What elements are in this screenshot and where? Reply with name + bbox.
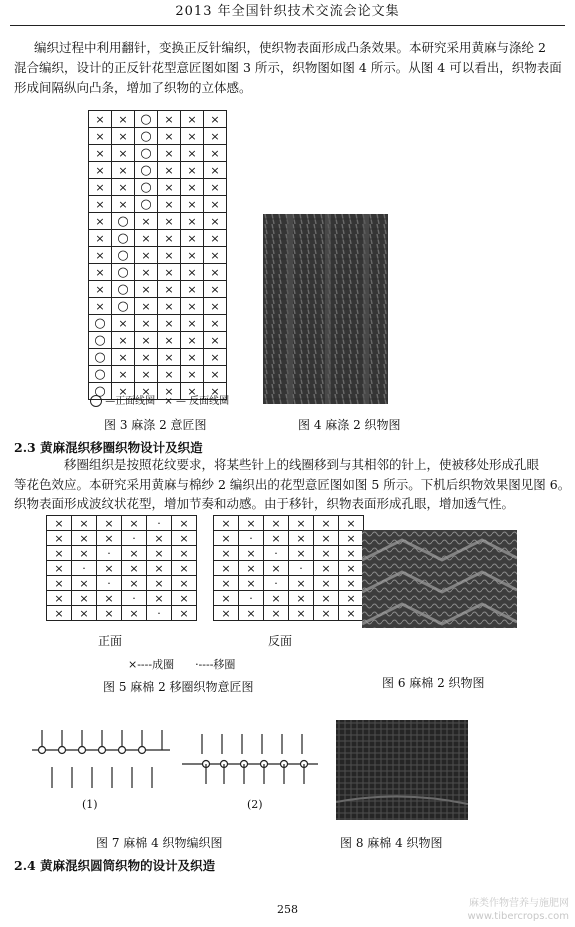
grid-cell: × [314, 591, 339, 606]
grid-cell: × [135, 264, 158, 281]
grid-cell: ○ [112, 230, 135, 247]
grid-cell: × [181, 247, 204, 264]
grid-cell: × [214, 531, 239, 546]
grid-cell: × [89, 196, 112, 213]
grid-cell: × [204, 230, 227, 247]
grid-cell: × [112, 383, 135, 400]
grid-cell: × [239, 606, 264, 621]
grid-cell: × [181, 179, 204, 196]
grid-cell: × [204, 332, 227, 349]
grid-cell: × [181, 230, 204, 247]
fig6-texture [362, 530, 517, 628]
grid-cell: · [239, 591, 264, 606]
section-2-3-line-2: 等花色效应。本研究采用黄麻与棉纱 2 编织出的花型意匠图如图 5 所示。下机后织物效果图见图 6。 [14, 477, 571, 492]
grid-cell: × [89, 264, 112, 281]
grid-cell: × [112, 332, 135, 349]
grid-row [47, 516, 197, 531]
grid-cell: × [204, 179, 227, 196]
fig3-legend-back: — 反面线圈 [175, 396, 230, 407]
fig4-caption: 图 4 麻涤 2 织物图 [298, 418, 401, 432]
grid-cell: × [47, 516, 72, 531]
grid-cell: ○ [89, 315, 112, 332]
grid-row [47, 531, 197, 546]
grid-cell: × [112, 179, 135, 196]
fig3-pattern-grid [88, 110, 227, 400]
fig6-caption: 图 6 麻棉 2 织物图 [382, 676, 485, 690]
grid-cell: × [147, 561, 172, 576]
fig8-texture [336, 720, 468, 820]
grid-cell: × [72, 516, 97, 531]
grid-row [214, 546, 364, 561]
fig5-caption: 图 5 麻棉 2 移圈织物意匠图 [103, 680, 254, 694]
grid-cell: × [89, 179, 112, 196]
fig5-legend: ×----成圈 ·----移圈 [128, 658, 236, 671]
grid-cell: × [264, 606, 289, 621]
grid-cell: · [147, 516, 172, 531]
grid-cell: × [339, 546, 364, 561]
grid-cell: × [339, 576, 364, 591]
grid-cell: · [122, 531, 147, 546]
open-circle-symbol [90, 395, 102, 407]
grid-cell: · [264, 546, 289, 561]
grid-cell: × [97, 606, 122, 621]
grid-cell: ○ [135, 145, 158, 162]
grid-cell: × [339, 516, 364, 531]
grid-cell: × [72, 606, 97, 621]
grid-cell: × [147, 591, 172, 606]
grid-cell: × [204, 196, 227, 213]
grid-cell: · [97, 576, 122, 591]
grid-cell: × [158, 128, 181, 145]
grid-cell: × [89, 281, 112, 298]
grid-cell: × [181, 162, 204, 179]
grid-cell: × [314, 531, 339, 546]
grid-row [47, 546, 197, 561]
grid-cell: × [89, 298, 112, 315]
fig4-texture [263, 214, 388, 404]
grid-cell: × [135, 213, 158, 230]
grid-cell: ○ [135, 196, 158, 213]
fig5-front-grid [46, 515, 197, 621]
grid-cell: × [264, 561, 289, 576]
grid-cell: × [339, 561, 364, 576]
grid-cell: · [239, 531, 264, 546]
grid-cell: × [47, 531, 72, 546]
grid-cell: × [122, 546, 147, 561]
grid-cell: · [122, 591, 147, 606]
grid-cell: ○ [135, 111, 158, 128]
grid-cell: × [181, 213, 204, 230]
grid-cell: × [158, 179, 181, 196]
grid-cell: × [72, 576, 97, 591]
watermark-line-2: www.tibercrops.com [467, 911, 569, 922]
grid-cell: × [147, 531, 172, 546]
grid-cell: × [89, 111, 112, 128]
grid-row [47, 591, 197, 606]
fig5-back-grid [213, 515, 364, 621]
grid-cell: × [181, 383, 204, 400]
grid-cell: · [264, 576, 289, 591]
grid-cell: ○ [89, 383, 112, 400]
grid-cell: ○ [112, 264, 135, 281]
grid-cell: × [204, 264, 227, 281]
fig3-caption: 图 3 麻涤 2 意匠图 [104, 418, 207, 432]
grid-cell: × [135, 281, 158, 298]
grid-cell: × [339, 591, 364, 606]
grid-row [214, 531, 364, 546]
grid-cell: × [135, 366, 158, 383]
grid-cell: ○ [135, 162, 158, 179]
grid-cell: × [314, 576, 339, 591]
grid-cell: × [158, 247, 181, 264]
grid-cell: × [181, 264, 204, 281]
grid-cell: × [158, 281, 181, 298]
fig8-fabric-photo [336, 720, 468, 820]
grid-cell: × [239, 561, 264, 576]
grid-cell: × [47, 591, 72, 606]
grid-cell: × [97, 516, 122, 531]
intro-line-1: 编织过程中利用翻针，变换正反针编织，使织物表面形成凸条效果。本研究采用黄麻与涤纶 2 [34, 40, 546, 55]
grid-cell: × [147, 576, 172, 591]
section-2-3-line-3: 织物表面形成波纹状花型，增加节奏和动感。由于移针，织物表面形成孔眼，增加透气性。 [14, 496, 515, 511]
grid-cell: × [72, 546, 97, 561]
grid-row [89, 247, 227, 264]
grid-cell: × [112, 162, 135, 179]
grid-cell: × [112, 196, 135, 213]
intro-line-2: 混合编织，设计的正反针花型意匠图如图 3 所示，织物图如图 4 所示。从图 4 可以看出，织物表面 [14, 60, 562, 75]
grid-cell: × [158, 366, 181, 383]
grid-row [89, 128, 227, 145]
grid-row [89, 196, 227, 213]
grid-cell: × [172, 591, 197, 606]
grid-cell: · [289, 561, 314, 576]
grid-cell: ○ [112, 281, 135, 298]
grid-row [47, 576, 197, 591]
grid-cell: × [204, 213, 227, 230]
intro-line-3: 形成间隔纵向凸条，增加了织物的立体感。 [14, 80, 252, 95]
grid-row [89, 298, 227, 315]
grid-cell: × [47, 546, 72, 561]
grid-row [89, 349, 227, 366]
grid-cell: × [158, 264, 181, 281]
grid-row [89, 213, 227, 230]
grid-cell: × [47, 606, 72, 621]
grid-row [89, 315, 227, 332]
grid-cell: × [72, 591, 97, 606]
grid-cell: × [135, 230, 158, 247]
grid-row [214, 561, 364, 576]
grid-cell: × [158, 196, 181, 213]
page-number: 258 [277, 903, 298, 916]
grid-cell: × [112, 349, 135, 366]
fig7-label-1: (1) [82, 798, 98, 811]
grid-cell: × [158, 230, 181, 247]
fig3-legend-front: —正面线圈 [105, 396, 156, 407]
grid-cell: × [172, 546, 197, 561]
grid-cell: × [181, 281, 204, 298]
grid-cell: × [204, 162, 227, 179]
grid-cell: × [204, 315, 227, 332]
grid-row [89, 230, 227, 247]
section-2-3-line-1: 移圈组织是按照花纹要求，将某些针上的线圈移到与其相邻的针上，使被移处形成孔眼 [64, 457, 540, 472]
grid-cell: × [122, 561, 147, 576]
fig5-front-label: 正面 [98, 634, 123, 648]
grid-cell: × [204, 383, 227, 400]
grid-cell: ○ [112, 213, 135, 230]
grid-cell: × [89, 213, 112, 230]
grid-cell: ○ [89, 349, 112, 366]
grid-row [47, 561, 197, 576]
section-2-3-heading: 2.3 黄麻混织移圈织物设计及织造 [14, 440, 203, 455]
watermark-line-1: 麻类作物营养与施肥网 [469, 898, 569, 909]
grid-cell: × [181, 349, 204, 366]
grid-cell: × [147, 546, 172, 561]
grid-cell: × [172, 576, 197, 591]
grid-cell: × [97, 531, 122, 546]
grid-cell: × [264, 591, 289, 606]
fig6-fabric-photo [362, 530, 517, 628]
grid-cell: × [289, 591, 314, 606]
grid-row [214, 606, 364, 621]
grid-cell: × [289, 576, 314, 591]
grid-cell: × [264, 531, 289, 546]
grid-cell: ○ [112, 247, 135, 264]
grid-cell: · [72, 561, 97, 576]
grid-cell: × [135, 247, 158, 264]
grid-cell: × [122, 576, 147, 591]
grid-cell: × [158, 162, 181, 179]
section-2-4-heading: 2.4 黄麻混织圆筒织物的设计及织造 [14, 858, 216, 873]
grid-cell: × [112, 366, 135, 383]
grid-cell: × [89, 230, 112, 247]
grid-cell: × [339, 531, 364, 546]
watermark [468, 897, 570, 923]
grid-cell: · [97, 546, 122, 561]
grid-cell: × [158, 332, 181, 349]
fig8-caption: 图 8 麻棉 4 织物图 [340, 836, 443, 850]
grid-cell: × [289, 546, 314, 561]
grid-cell: × [204, 247, 227, 264]
grid-cell: ○ [89, 366, 112, 383]
grid-cell: × [314, 561, 339, 576]
fig5-back-label: 反面 [268, 634, 293, 648]
grid-cell: × [239, 576, 264, 591]
grid-row [89, 366, 227, 383]
grid-cell: × [181, 145, 204, 162]
grid-cell: × [289, 516, 314, 531]
grid-cell: × [214, 546, 239, 561]
grid-cell: × [112, 145, 135, 162]
grid-cell: × [172, 606, 197, 621]
grid-cell: × [214, 606, 239, 621]
grid-cell: ○ [89, 332, 112, 349]
fig4-fabric-photo [263, 214, 388, 404]
grid-cell: × [89, 128, 112, 145]
grid-cell: × [135, 332, 158, 349]
grid-row [89, 162, 227, 179]
grid-cell: ○ [135, 128, 158, 145]
grid-cell: ○ [135, 179, 158, 196]
grid-cell: × [135, 315, 158, 332]
header-rule [10, 25, 565, 26]
grid-cell: × [158, 315, 181, 332]
grid-cell: × [158, 383, 181, 400]
fig3-legend [90, 392, 229, 407]
grid-row [89, 145, 227, 162]
grid-cell: × [181, 111, 204, 128]
fig7-diagram-1 [32, 730, 170, 788]
grid-cell: × [314, 516, 339, 531]
grid-cell: × [158, 145, 181, 162]
grid-cell: × [47, 576, 72, 591]
grid-cell: × [158, 349, 181, 366]
grid-cell: × [214, 576, 239, 591]
grid-cell: × [122, 516, 147, 531]
grid-cell: × [97, 561, 122, 576]
grid-cell: × [239, 546, 264, 561]
fig7-caption: 图 7 麻棉 4 织物编织图 [96, 836, 223, 850]
grid-cell: × [181, 128, 204, 145]
grid-row [47, 606, 197, 621]
grid-row [89, 332, 227, 349]
grid-cell: × [204, 281, 227, 298]
grid-cell: × [89, 162, 112, 179]
grid-cell: × [47, 561, 72, 576]
grid-cell: × [89, 247, 112, 264]
grid-cell: × [204, 349, 227, 366]
grid-cell: × [214, 591, 239, 606]
fig7-label-2: (2) [247, 798, 263, 811]
grid-cell: × [172, 516, 197, 531]
grid-cell: × [314, 546, 339, 561]
fig7-diagram-2 [182, 734, 318, 784]
grid-cell: × [181, 366, 204, 383]
grid-cell: × [72, 531, 97, 546]
grid-row [89, 179, 227, 196]
grid-cell: × [204, 298, 227, 315]
grid-cell: × [135, 349, 158, 366]
grid-cell: × [97, 591, 122, 606]
grid-cell: · [147, 606, 172, 621]
grid-cell: × [314, 606, 339, 621]
grid-cell: × [181, 196, 204, 213]
grid-row [89, 264, 227, 281]
grid-cell: × [181, 332, 204, 349]
grid-cell: × [158, 298, 181, 315]
grid-cell: × [122, 606, 147, 621]
grid-cell: × [112, 315, 135, 332]
grid-row [214, 591, 364, 606]
grid-cell: × [204, 366, 227, 383]
grid-row [214, 576, 364, 591]
grid-cell: × [339, 606, 364, 621]
grid-cell: × [214, 516, 239, 531]
fig7-knitting-diagram [20, 722, 320, 822]
grid-cell: × [158, 213, 181, 230]
grid-cell: × [112, 128, 135, 145]
grid-row [89, 111, 227, 128]
grid-cell: × [204, 128, 227, 145]
grid-cell: × [172, 531, 197, 546]
grid-cell: × [214, 561, 239, 576]
grid-cell: × [204, 145, 227, 162]
fig3-legend-cross: × [164, 396, 173, 407]
grid-cell: × [204, 111, 227, 128]
grid-cell: × [289, 606, 314, 621]
grid-cell: × [112, 111, 135, 128]
grid-cell: ○ [112, 298, 135, 315]
grid-cell: × [135, 383, 158, 400]
grid-cell: × [239, 516, 264, 531]
grid-cell: × [181, 298, 204, 315]
grid-cell: × [172, 561, 197, 576]
grid-row [214, 516, 364, 531]
grid-cell: × [158, 111, 181, 128]
grid-cell: × [135, 298, 158, 315]
grid-cell: × [89, 145, 112, 162]
grid-cell: × [264, 516, 289, 531]
running-header: 2013 年全国针织技术交流会论文集 [175, 4, 400, 19]
grid-row [89, 281, 227, 298]
grid-cell: × [289, 531, 314, 546]
grid-cell: × [181, 315, 204, 332]
